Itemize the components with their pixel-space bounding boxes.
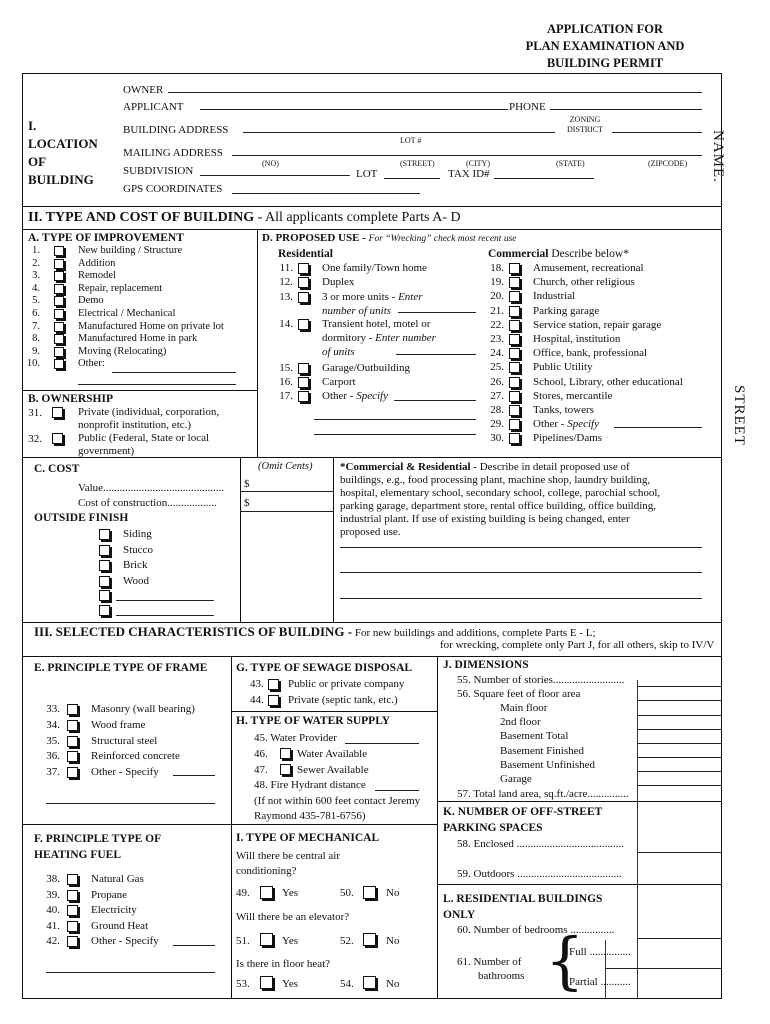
item-number: 30.	[490, 432, 504, 445]
side-label-street: STREET	[731, 385, 747, 446]
sewage-label: Private (septic tank, etc.)	[288, 693, 398, 706]
sewage-checkbox[interactable]	[268, 679, 279, 690]
divider	[333, 457, 334, 622]
item-number: 4.	[32, 282, 40, 294]
part-d-title: D. PROPOSED USE - For “Wrecking” check most recent use	[262, 232, 517, 244]
commercial-use-label: Service station, repair garage	[533, 318, 662, 331]
fuel-type-checkbox[interactable]	[67, 905, 78, 916]
divider	[437, 801, 722, 802]
basement-unfinished-field[interactable]	[637, 771, 722, 772]
applicant-field[interactable]	[200, 109, 508, 110]
central-air-yes-checkbox[interactable]	[260, 886, 273, 899]
divider	[22, 457, 722, 458]
frame-other-field[interactable]	[173, 775, 215, 776]
commercial-use-checkbox[interactable]	[509, 419, 520, 430]
commercial-use-label: Stores, mercantile	[533, 389, 613, 402]
item-number: 17.	[279, 390, 293, 402]
fire-hydrant-note-1: (If not within 600 feet contact Jeremy	[254, 795, 421, 807]
floor-heat-no-label: No	[386, 978, 400, 990]
other-improvement-field-2[interactable]	[78, 384, 236, 385]
improvement-checkbox[interactable]	[54, 246, 64, 256]
commercial-use-checkbox[interactable]	[509, 377, 520, 388]
outside-finish-title: OUTSIDE FINISH	[34, 512, 129, 524]
item-number: 19.	[490, 276, 504, 289]
garage-field[interactable]	[637, 785, 722, 786]
divider	[22, 622, 722, 623]
item-number: 3.	[32, 270, 40, 282]
item-number: 40.	[46, 904, 60, 916]
elevator-question: Will there be an elevator?	[236, 911, 350, 923]
residential-use-label: One family/Town home	[322, 262, 427, 274]
residential-use-label: Garage/Outbuilding	[322, 362, 410, 374]
lot-label: LOT	[356, 168, 378, 180]
improvement-checkbox[interactable]	[54, 334, 64, 344]
item-number: 31.	[28, 407, 42, 419]
ownership-private-label: Private (individual, corporation, nonprofit institution, etc.)	[78, 406, 220, 432]
improvement-label: Manufactured Home in park	[78, 333, 198, 345]
res-other-field-3[interactable]	[314, 434, 476, 435]
address-hint-state: (STATE)	[556, 159, 585, 168]
item-number: 49.	[236, 887, 250, 899]
residential-use-label: Carport	[322, 376, 356, 388]
item-number: 10.	[26, 358, 40, 370]
improvement-label: Demo	[78, 295, 104, 307]
applicant-label: APPLICANT	[123, 101, 184, 113]
fuel-type-label: Electricity	[91, 904, 137, 916]
commercial-use-label: Amusement, recreational	[533, 262, 644, 274]
item-number: 32.	[28, 433, 42, 445]
fuel-other-field-2[interactable]	[46, 972, 215, 973]
item-number: 44.	[250, 693, 264, 706]
phone-label: PHONE	[509, 101, 546, 113]
part-j-title: J. DIMENSIONS	[443, 659, 529, 671]
bathrooms-label-1: 61. Number of	[457, 956, 522, 968]
item-number: 41.	[46, 919, 60, 932]
floor-heat-yes-checkbox[interactable]	[260, 976, 273, 989]
commercial-use-label: Other - Specify	[533, 418, 599, 431]
section-location-title: I. LOCATION OF BUILDING	[28, 118, 98, 187]
item-number: 23.	[490, 333, 504, 345]
basement-total-field[interactable]	[637, 743, 722, 744]
water-available-checkbox[interactable]	[280, 748, 291, 759]
residential-use-checkbox[interactable]	[298, 277, 309, 288]
item-number: 16.	[279, 376, 293, 388]
commercial-use-checkbox[interactable]	[509, 433, 520, 444]
fuel-type-checkbox[interactable]	[67, 936, 78, 947]
fire-hydrant-note-2: Raymond 435-781-6756)	[254, 810, 366, 822]
gps-field[interactable]	[232, 193, 420, 194]
omit-cents-note: (Omit Cents)	[258, 461, 313, 472]
other-improvement-field[interactable]	[112, 372, 236, 373]
fuel-type-checkbox[interactable]	[67, 874, 78, 885]
item-number: 8.	[32, 333, 40, 345]
res-other-field[interactable]	[394, 400, 476, 401]
lot-number-label: LOT #	[400, 136, 422, 145]
improvement-checkbox[interactable]	[54, 296, 64, 306]
part-f-title: F. PRINCIPLE TYPE OF HEATING FUEL	[34, 833, 162, 861]
cost-field[interactable]	[240, 511, 333, 512]
finish-checkbox[interactable]	[99, 576, 110, 587]
value-dollar: $	[244, 478, 250, 490]
brace-icon: {	[545, 924, 585, 997]
residential-use-sublabel: number of units	[322, 305, 392, 317]
commercial-heading: Commercial Describe below*	[488, 248, 629, 260]
frame-type-checkbox[interactable]	[67, 751, 78, 762]
hotel-units-field[interactable]	[396, 354, 476, 355]
divider	[437, 884, 722, 885]
item-number: 47.	[254, 764, 268, 776]
part-l-title: L. RESIDENTIAL BUILDINGS ONLY	[443, 893, 603, 921]
finish-label: Brick	[123, 559, 148, 571]
commercial-use-checkbox[interactable]	[509, 348, 520, 359]
bathrooms-label-2: bathrooms	[478, 970, 525, 982]
residential-use-checkbox[interactable]	[298, 319, 309, 330]
building-address-field[interactable]	[243, 132, 555, 133]
frame-type-checkbox[interactable]	[67, 767, 78, 778]
central-air-yes-label: Yes	[282, 887, 299, 899]
sewer-available-checkbox[interactable]	[280, 764, 291, 775]
finish-other-field-1[interactable]	[116, 600, 214, 601]
improvement-label: Moving (Relocating)	[78, 345, 167, 357]
divider	[22, 656, 722, 657]
section-characteristics-subtitle: for wrecking, complete only Part J, for all others, skip to IV/V	[440, 639, 715, 651]
central-air-question: Will there be central air conditioning?	[236, 850, 341, 877]
commercial-description-text: *Commercial & Residential - Describe in detail proposed use of buildings, e.g., food processing plant, machine shop, laundry building, hospital, elementary school, secondary school, college, parochial school, parking garage, department store, rental office building, office building, industrial plant. If use of existing building is being changed, enter proposed use.	[340, 461, 661, 538]
divider	[257, 229, 258, 457]
commercial-use-checkbox[interactable]	[509, 334, 520, 345]
item-number: 15.	[279, 362, 293, 374]
section-characteristics-title: III. SELECTED CHARACTERISTICS OF BUILDING - For new buildings and additions, complete Parts E - L;	[34, 624, 596, 639]
item-number: 35.	[46, 734, 60, 747]
proposed-use-line-3[interactable]	[340, 598, 702, 599]
res-other-field-2[interactable]	[314, 419, 476, 420]
second-floor-field[interactable]	[637, 729, 722, 730]
item-number: 54.	[340, 978, 354, 990]
part-c-title: C. COST	[34, 463, 80, 475]
residential-use-label: Other - Specify	[322, 390, 388, 402]
commercial-use-checkbox[interactable]	[509, 320, 520, 331]
subdivision-field[interactable]	[200, 175, 350, 176]
frame-type-label: Wood frame	[91, 718, 146, 731]
floor-heat-yes-label: Yes	[282, 978, 299, 990]
item-number: 52.	[340, 935, 354, 947]
commercial-use-label: Office, bank, professional	[533, 347, 648, 360]
value-label: Value............................................	[78, 482, 225, 494]
frame-other-field-2[interactable]	[46, 803, 215, 804]
finish-label: Stucco	[123, 543, 153, 556]
lot-field[interactable]	[384, 178, 440, 179]
stories-field[interactable]	[637, 686, 722, 687]
improvement-label: Addition	[78, 257, 116, 269]
sqft-field[interactable]	[637, 700, 722, 701]
item-number: 9.	[32, 345, 40, 357]
floor-heat-question: Is there in floor heat?	[236, 958, 331, 970]
frame-type-checkbox[interactable]	[67, 704, 78, 715]
improvement-checkbox[interactable]	[54, 271, 64, 281]
residential-use-sublabel: of units	[322, 346, 355, 358]
water-available-label: Water Available	[297, 748, 368, 760]
form-title-line1: APPLICATION FOR	[546, 22, 664, 36]
divider	[231, 711, 437, 712]
residential-heading: Residential	[278, 248, 333, 260]
elevator-yes-label: Yes	[282, 935, 299, 947]
finish-label: Siding	[123, 528, 152, 540]
ownership-public-checkbox[interactable]	[52, 433, 63, 444]
commercial-use-checkbox[interactable]	[509, 291, 520, 302]
item-number: 6.	[32, 308, 40, 319]
divider	[22, 229, 722, 230]
frame-type-label: Other - Specify	[91, 766, 159, 779]
improvement-checkbox[interactable]	[54, 347, 64, 357]
address-hint-street: (STREET)	[400, 159, 435, 168]
floor-heat-no-checkbox[interactable]	[363, 976, 376, 989]
finish-other-checkbox-2[interactable]	[99, 605, 110, 616]
item-number: 7.	[32, 320, 40, 332]
owner-label: OWNER	[123, 84, 164, 96]
item-number: 21.	[490, 304, 504, 317]
item-number: 22.	[490, 318, 504, 331]
improvement-label: Remodel	[78, 270, 116, 282]
cost-of-construction-label: Cost of construction..................	[78, 497, 217, 509]
fuel-type-label: Natural Gas	[91, 873, 144, 885]
zoning-label: ZONING DISTRICT	[567, 115, 603, 134]
enclosed-label: 58. Enclosed .......................................	[457, 838, 624, 850]
part-i-title: I. TYPE OF MECHANICAL	[236, 832, 380, 844]
elevator-yes-checkbox[interactable]	[260, 933, 273, 946]
floor-label: Garage	[500, 773, 532, 785]
residential-use-checkbox[interactable]	[298, 391, 309, 402]
item-number: 18.	[490, 262, 504, 274]
fuel-type-checkbox[interactable]	[67, 921, 78, 932]
finish-other-checkbox-1[interactable]	[99, 590, 110, 601]
bedrooms-field[interactable]	[637, 938, 722, 939]
fuel-other-field[interactable]	[173, 945, 215, 946]
commercial-use-label: Public Utility	[533, 361, 593, 374]
item-number: 38.	[46, 873, 60, 885]
outdoors-label: 59. Outdoors ......................................	[457, 868, 622, 880]
item-number: 11.	[279, 262, 293, 274]
improvement-checkbox[interactable]	[54, 322, 64, 332]
residential-use-label: Transient hotel, motel or	[322, 318, 431, 330]
residential-use-checkbox[interactable]	[298, 363, 309, 374]
elevator-no-label: No	[386, 935, 400, 947]
improvement-label: Repair, replacement	[78, 282, 163, 294]
residential-use-label: Duplex	[322, 276, 355, 288]
ownership-public-label: Public (Federal, State or local government)	[78, 432, 210, 458]
sewage-label: Public or private company	[288, 678, 405, 690]
finish-checkbox[interactable]	[99, 529, 110, 540]
sewer-available-label: Sewer Available	[297, 764, 369, 776]
item-number: 50.	[340, 887, 354, 899]
part-b-title: B. OWNERSHIP	[28, 393, 113, 405]
item-number: 27.	[490, 389, 504, 402]
central-air-no-label: No	[386, 887, 400, 899]
item-number: 26.	[490, 375, 504, 388]
item-number: 24.	[490, 347, 504, 360]
item-number: 42.	[46, 935, 60, 947]
part-h-title: H. TYPE OF WATER SUPPLY	[236, 715, 391, 727]
units-field[interactable]	[398, 312, 476, 313]
finish-checkbox[interactable]	[99, 545, 110, 556]
item-number: 51.	[236, 935, 250, 947]
fuel-type-label: Ground Heat	[91, 919, 149, 932]
taxid-field[interactable]	[494, 178, 594, 179]
improvement-label: Other:	[78, 358, 105, 370]
zoning-field[interactable]	[612, 132, 702, 133]
bathrooms-full-field[interactable]	[605, 968, 722, 969]
basement-finished-field[interactable]	[637, 757, 722, 758]
item-number: 33.	[46, 703, 60, 715]
address-hint-no: (NO)	[262, 159, 279, 168]
divider	[637, 940, 638, 999]
residential-use-label: 3 or more units - Enter	[322, 291, 423, 303]
divider	[22, 390, 257, 391]
water-provider-field[interactable]	[345, 743, 419, 744]
item-number: 29.	[490, 418, 504, 431]
address-hint-zip: (ZIPCODE)	[648, 159, 688, 168]
owner-field[interactable]	[168, 92, 702, 93]
commercial-use-label: School, Library, other educational	[533, 375, 683, 388]
commercial-use-label: Industrial	[533, 290, 576, 303]
gps-label: GPS COORDINATES	[123, 183, 223, 195]
item-number: 1.	[32, 245, 40, 256]
bathrooms-full-label: Full ...............	[569, 946, 631, 958]
frame-type-label: Structural steel	[91, 734, 158, 747]
bedrooms-label: 60. Number of bedrooms ................	[457, 924, 615, 936]
part-g-title: G. TYPE OF SEWAGE DISPOSAL	[236, 662, 413, 674]
part-e-title: E. PRINCIPLE TYPE OF FRAME	[34, 662, 208, 674]
phone-field[interactable]	[550, 109, 702, 110]
elevator-no-checkbox[interactable]	[363, 933, 376, 946]
land-area-label: 57. Total land area, sq.ft./acre...............	[457, 788, 629, 800]
section-type-cost-title: II. TYPE AND COST OF BUILDING - All applicants complete Parts A- D	[28, 210, 461, 225]
sewage-checkbox[interactable]	[268, 695, 279, 706]
floor-label: Basement Finished	[500, 744, 585, 757]
item-number: 12.	[279, 276, 293, 288]
subdivision-label: SUBDIVISION	[123, 165, 194, 177]
part-a-title: A. TYPE OF IMPROVEMENT	[28, 232, 184, 244]
divider	[240, 457, 241, 622]
frame-type-checkbox[interactable]	[67, 736, 78, 747]
item-number: 37.	[46, 766, 60, 779]
commercial-use-label: Church, other religious	[533, 276, 635, 289]
commercial-use-label: Hospital, institution	[533, 333, 621, 345]
item-number: 43.	[250, 678, 264, 690]
commercial-use-checkbox[interactable]	[509, 391, 520, 402]
side-label-name: NAME.	[710, 130, 726, 183]
item-number: 25.	[490, 361, 504, 374]
fire-hydrant-label: 48. Fire Hydrant distance	[254, 779, 366, 791]
divider	[22, 206, 722, 207]
form-title-line2: PLAN EXAMINATION AND	[525, 39, 685, 53]
finish-checkbox[interactable]	[99, 560, 110, 571]
enclosed-field[interactable]	[637, 852, 722, 853]
commercial-use-label: Pipelines/Dams	[533, 432, 603, 445]
item-number: 36.	[46, 750, 60, 763]
proposed-use-line-2[interactable]	[340, 572, 702, 573]
improvement-checkbox[interactable]	[54, 309, 64, 319]
commercial-use-label: Parking garage	[533, 304, 600, 317]
frame-type-label: Masonry (wall bearing)	[91, 703, 195, 715]
commercial-use-checkbox[interactable]	[509, 306, 520, 317]
mailing-address-field[interactable]	[232, 155, 702, 156]
item-number: 28.	[490, 404, 504, 416]
item-number: 46.	[254, 748, 268, 760]
com-other-field[interactable]	[614, 427, 702, 428]
item-number: 13.	[279, 291, 293, 303]
commercial-use-label: Tanks, towers	[533, 404, 594, 416]
improvement-checkbox[interactable]	[54, 359, 64, 369]
improvement-label: Electrical / Mechanical	[78, 308, 176, 319]
divider	[231, 656, 232, 999]
value-field[interactable]	[240, 491, 333, 492]
improvement-label: Manufactured Home on private lot	[78, 320, 224, 332]
improvement-checkbox[interactable]	[54, 284, 64, 294]
residential-use-checkbox[interactable]	[298, 292, 309, 303]
bathrooms-partial-label: Partial ...........	[569, 976, 631, 988]
part-k-title: K. NUMBER OF OFF-STREET PARKING SPACES	[443, 806, 603, 834]
stories-label: 55. Number of stories..........................	[457, 674, 625, 686]
floor-label: Main floor	[500, 702, 548, 714]
commercial-use-checkbox[interactable]	[509, 277, 520, 288]
fuel-type-label: Propane	[91, 888, 128, 901]
item-number: 34.	[46, 718, 60, 731]
residential-use-sublabel: dormitory - Enter number	[322, 332, 436, 344]
frame-type-label: Reinforced concrete	[91, 750, 180, 763]
item-number: 39.	[46, 888, 60, 901]
finish-other-field-2[interactable]	[116, 615, 214, 616]
form-title-line3: BUILDING PERMIT	[546, 56, 664, 70]
item-number: 5.	[32, 295, 40, 307]
item-number: 20.	[490, 290, 504, 303]
sqft-label: 56. Square feet of floor area	[457, 688, 581, 700]
finish-label: Wood	[123, 574, 150, 587]
item-number: 14.	[279, 318, 293, 330]
floor-label: Basement Total	[500, 730, 569, 743]
commercial-use-checkbox[interactable]	[509, 405, 520, 416]
floor-label: Basement Unfinished	[500, 758, 596, 771]
item-number: 53.	[236, 978, 250, 990]
frame-type-checkbox[interactable]	[67, 720, 78, 731]
fuel-type-checkbox[interactable]	[67, 890, 78, 901]
cost-dollar: $	[244, 497, 250, 509]
mailing-address-label: MAILING ADDRESS	[123, 147, 223, 159]
floor-label: 2nd floor	[500, 716, 541, 729]
item-number: 2.	[32, 257, 40, 269]
residential-use-checkbox[interactable]	[298, 263, 309, 274]
fuel-type-label: Other - Specify	[91, 935, 159, 947]
residential-use-checkbox[interactable]	[298, 377, 309, 388]
building-address-label: BUILDING ADDRESS	[123, 124, 229, 136]
water-provider-label: 45. Water Provider	[254, 732, 337, 744]
taxid-label: TAX ID#	[448, 168, 490, 180]
main-floor-field[interactable]	[637, 715, 722, 716]
improvement-label: New building / Structure	[78, 245, 183, 256]
fire-hydrant-field[interactable]	[375, 790, 419, 791]
improvement-checkbox[interactable]	[54, 259, 64, 269]
divider	[437, 656, 438, 999]
central-air-no-checkbox[interactable]	[363, 886, 376, 899]
commercial-use-checkbox[interactable]	[509, 263, 520, 274]
commercial-use-checkbox[interactable]	[509, 362, 520, 373]
address-hint-city: (CITY)	[466, 159, 490, 168]
proposed-use-line-1[interactable]	[340, 547, 702, 548]
divider	[22, 824, 437, 825]
ownership-private-checkbox[interactable]	[52, 407, 63, 418]
